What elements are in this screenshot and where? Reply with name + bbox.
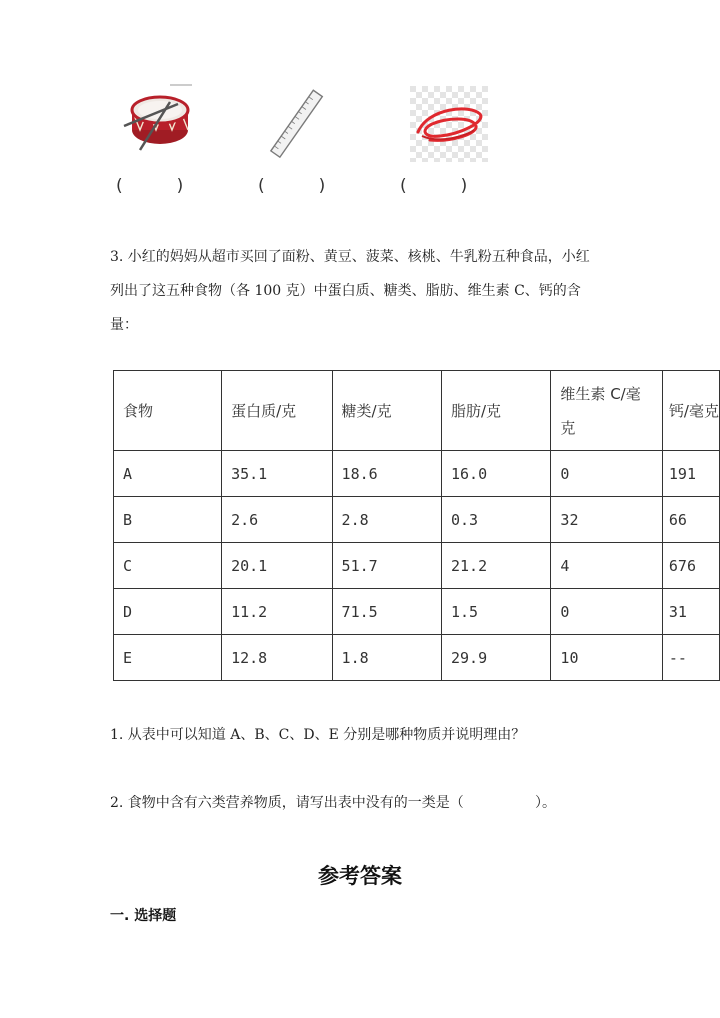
cell-vitamin-c: 0 [551,451,662,497]
question-3-line-3: 量： [110,317,138,333]
cell-sugar: 2.8 [332,497,441,543]
header-fat: 脂肪/克 [441,371,550,451]
ruler-icon [268,88,326,160]
table-header-row [114,371,720,451]
nutrition-table [113,370,720,681]
cell-fat: 1.5 [441,589,550,635]
blank-rubber-band: ( ) [400,176,468,196]
question-3-line-2: 列出了这五种食物（各 100 克）中蛋白质、糖类、脂肪、维生素 C、钙的含 [110,283,581,299]
cell-sugar: 51.7 [332,543,441,589]
question-3 [110,240,590,342]
drum-picture [120,84,195,156]
cell-fat: 16.0 [441,451,550,497]
header-vitamin-c-line-1: 维生素 C/毫 [560,384,641,403]
table-row [114,497,720,543]
cell-calcium: 31 [662,589,719,635]
rubber-band-picture [410,86,488,162]
answer-title: 参考答案 [318,864,402,888]
cell-food: B [114,497,222,543]
cell-protein: 35.1 [222,451,332,497]
header-sugar: 糖类/克 [332,371,441,451]
table-row [114,635,720,681]
cell-food: A [114,451,222,497]
cell-sugar: 71.5 [332,589,441,635]
cell-sugar: 1.8 [332,635,441,681]
cell-vitamin-c: 10 [551,635,662,681]
header-protein: 蛋白质/克 [222,371,332,451]
cell-fat: 0.3 [441,497,550,543]
sub-question-2: 2. 食物中含有六类营养物质，请写出表中没有的一类是（ ）。 [110,795,557,811]
cell-food: D [114,589,222,635]
sub-question-1: 1. 从表中可以知道 A、B、C、D、E 分别是哪种物质并说明理由？ [110,727,526,743]
header-vitamin-c-line-2: 克 [560,418,576,437]
cell-sugar: 18.6 [332,451,441,497]
cell-protein: 11.2 [222,589,332,635]
header-food: 食物 [114,371,222,451]
cell-fat: 29.9 [441,635,550,681]
cell-calcium: -- [662,635,719,681]
table-row [114,451,720,497]
cell-calcium: 66 [662,497,719,543]
header-calcium: 钙/毫克 [662,371,719,451]
cell-calcium: 676 [662,543,719,589]
blank-drum: ( ) [116,176,184,196]
cell-fat: 21.2 [441,543,550,589]
cell-vitamin-c: 0 [551,589,662,635]
section-title: 一. 选择题 [110,908,177,924]
cell-calcium: 191 [662,451,719,497]
cell-protein: 2.6 [222,497,332,543]
header-vitamin-c [551,371,662,451]
cell-vitamin-c: 32 [551,497,662,543]
blank-ruler: ( ) [258,176,326,196]
table-row [114,543,720,589]
cell-protein: 12.8 [222,635,332,681]
question-3-line-1: 3. 小红的妈妈从超市买回了面粉、黄豆、菠菜、核桃、牛乳粉五种食品，小红 [110,249,590,265]
drum-icon [120,84,195,156]
cell-food: E [114,635,222,681]
cell-food: C [114,543,222,589]
cell-protein: 20.1 [222,543,332,589]
cell-vitamin-c: 4 [551,543,662,589]
rubber-band-icon [410,86,488,162]
table-row [114,589,720,635]
ruler-picture [268,88,326,160]
